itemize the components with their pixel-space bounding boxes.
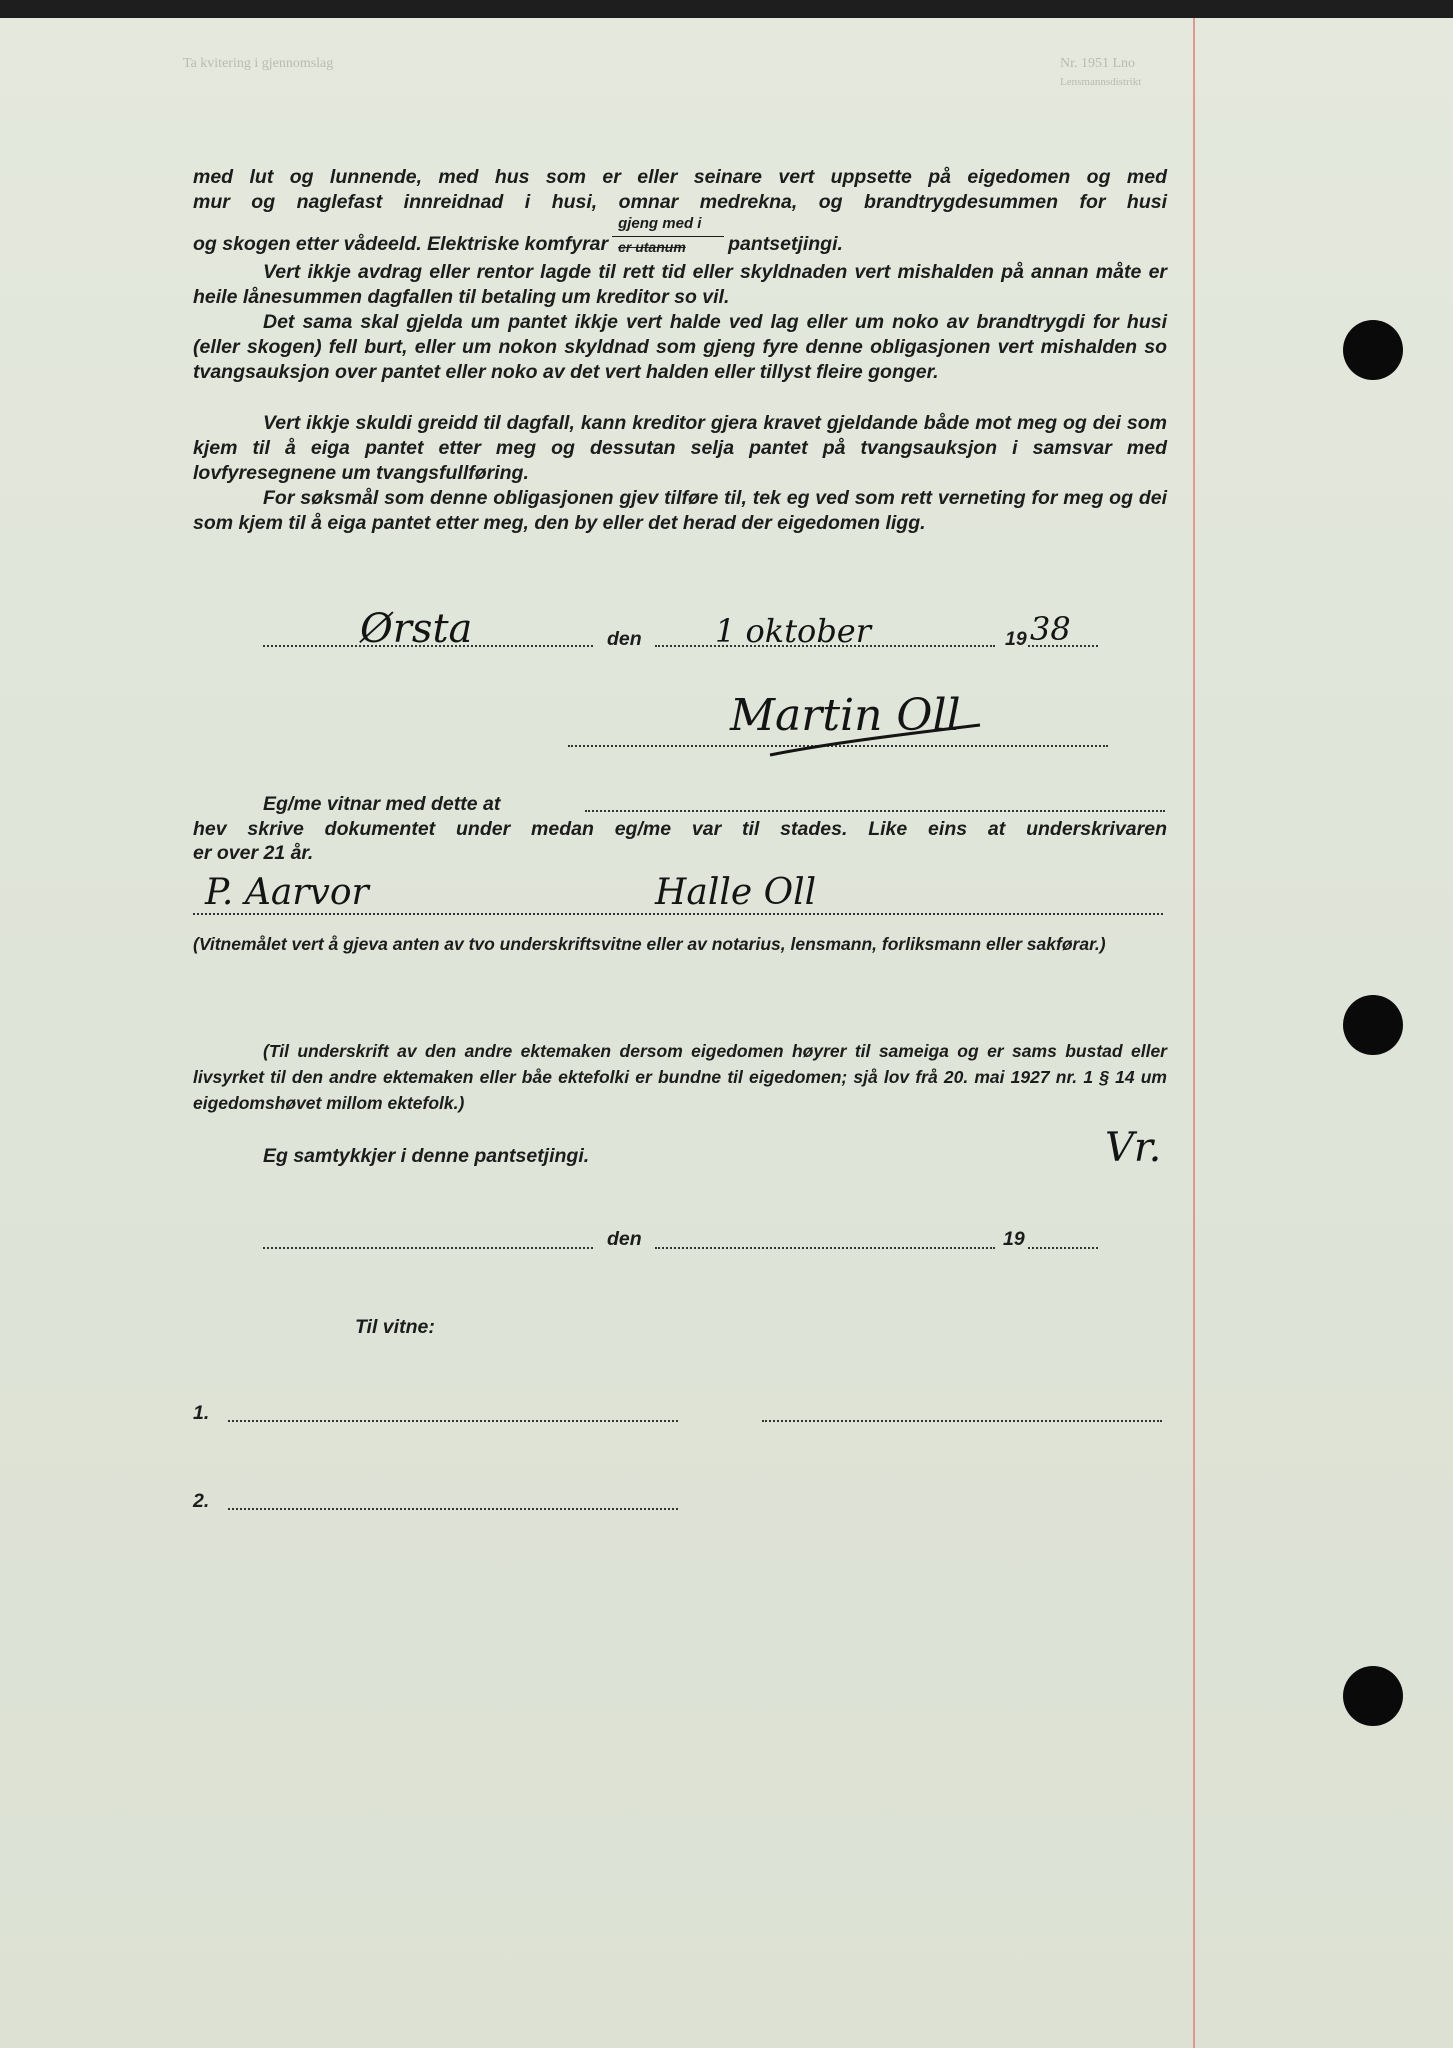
date-den-label: den (607, 628, 642, 650)
punch-hole-top (1343, 320, 1403, 380)
para1-line1: med lut og lunnende, med hus som er eller seinare vert uppsette på eigedomen og med (193, 166, 1167, 188)
spouse-den-label: den (607, 1228, 642, 1250)
punch-hole-bottom (1343, 1666, 1403, 1726)
para2: Vert ikkje avdrag eller rentor lagde til rett tid eller skyldnaden vert mishalden på annan måte er heile lånesummen dagfallen til betaling um kreditor so vil. (193, 261, 1167, 308)
til-vitne-line1-right (762, 1420, 1162, 1422)
para1-line2: mur og naglefast innreidnad i husi, omnar medrekna, og brandtrygdesummen for husi (193, 191, 1167, 213)
year-dotted-line (1028, 645, 1098, 647)
date-handwritten: 1 oktober (715, 612, 872, 650)
place-handwritten: Ørsta (360, 606, 473, 652)
signature-flourish (760, 715, 990, 765)
witness-dotted-line (585, 810, 1165, 812)
witness-note: (Vitnemålet vert å gjeva anten av tvo underskriftsvitne eller av notarius, lensmann, forliksmann eller sakførar.) (193, 934, 1106, 954)
spouse-note: (Til underskrift av den andre ektemaken dersom eigedomen høyrer til sameiga og er sams bustad eller livsyrket til den andre ektemaken eller båe ektefolki er bundne til eigedomen; sjå lov frå 20. mai 1927 nr. 1 § 14 um eigedomshøvet millom ektefolk.) (193, 1041, 1167, 1113)
para1-line3 (193, 215, 1167, 257)
scan-top-edge (0, 0, 1453, 18)
para1-line3-before: og skogen etter vådeeld. Elektriske komfyrar (193, 233, 609, 255)
til-vitne-num2: 2. (193, 1490, 210, 1512)
til-vitne-line2-left (228, 1508, 678, 1510)
witness-line1: Eg/me vitnar med dette at (263, 793, 501, 815)
til-vitne-num1: 1. (193, 1402, 210, 1424)
witness-signature-1: P. Aarvor (205, 872, 369, 913)
witness-line3: er over 21 år. (193, 842, 314, 864)
date-year-suffix: 38 (1030, 610, 1071, 648)
witness-sign-dotted-line (193, 913, 1163, 915)
para1-line3-after: pantsetjingi. (728, 233, 843, 255)
para5: For søksmål som denne obligasjonen gjev tilføre til, tek eg ved som rett verneting for meg og dei som kjem til å eiga pantet etter meg, den by eller det herad der eigedomen ligg. (193, 487, 1167, 534)
signature-handwritten: Martin Oll (730, 690, 961, 741)
witness-line2: hev skrive dokumentet under medan eg/me var til stades. Like eins at underskrivaren (193, 818, 1167, 840)
margin-rule (1193, 18, 1195, 2048)
punch-hole-middle (1343, 995, 1403, 1055)
para3: Det sama skal gjelda um pantet ikkje vert halde ved lag eller um noko av brandtrygdi for husi (eller skogen) fell burt, eller um nokon skyldnad som gjeng fyre denne obligasjonen vert mishalden so tvangsauksjon over pantet eller noko av det vert halden eller tillyst fleire gonger. (193, 311, 1167, 383)
para4: Vert ikkje skuldi greidd til dagfall, kann kreditor gjera kravet gjeldande både mot meg og dei som kjem til å eiga pantet etter meg og dessutan selja pantet på tvangsauksjon i samsvar med lovfyresegnene um tvangsfullføring. (193, 412, 1167, 484)
komfyr-choice-lower: er utanum (618, 239, 686, 255)
date-year-prefix: 19 (1005, 628, 1027, 650)
til-vitne-label: Til vitne: (355, 1316, 435, 1338)
spouse-mark: Vr. (1105, 1125, 1162, 1171)
bleed-print-right-2: Lensmannsdistrikt (1060, 76, 1142, 88)
witness-signature-2: Halle Oll (655, 872, 817, 913)
spouse-consent: Eg samtykkjer i denne pantsetjingi. (263, 1145, 590, 1167)
komfyr-choice (608, 215, 728, 255)
spouse-date-dotted-line (655, 1247, 995, 1249)
bleed-print-left: Ta kvitering i gjennomslag (183, 56, 334, 71)
bleed-print-right-1: Nr. 1951 Lno (1060, 56, 1136, 71)
komfyr-choice-upper: gjeng med i (618, 215, 702, 232)
spouse-place-dotted-line (263, 1247, 593, 1249)
spouse-year-prefix: 19 (1003, 1228, 1025, 1250)
til-vitne-line1-left (228, 1420, 678, 1422)
spouse-year-dotted-line (1028, 1247, 1098, 1249)
